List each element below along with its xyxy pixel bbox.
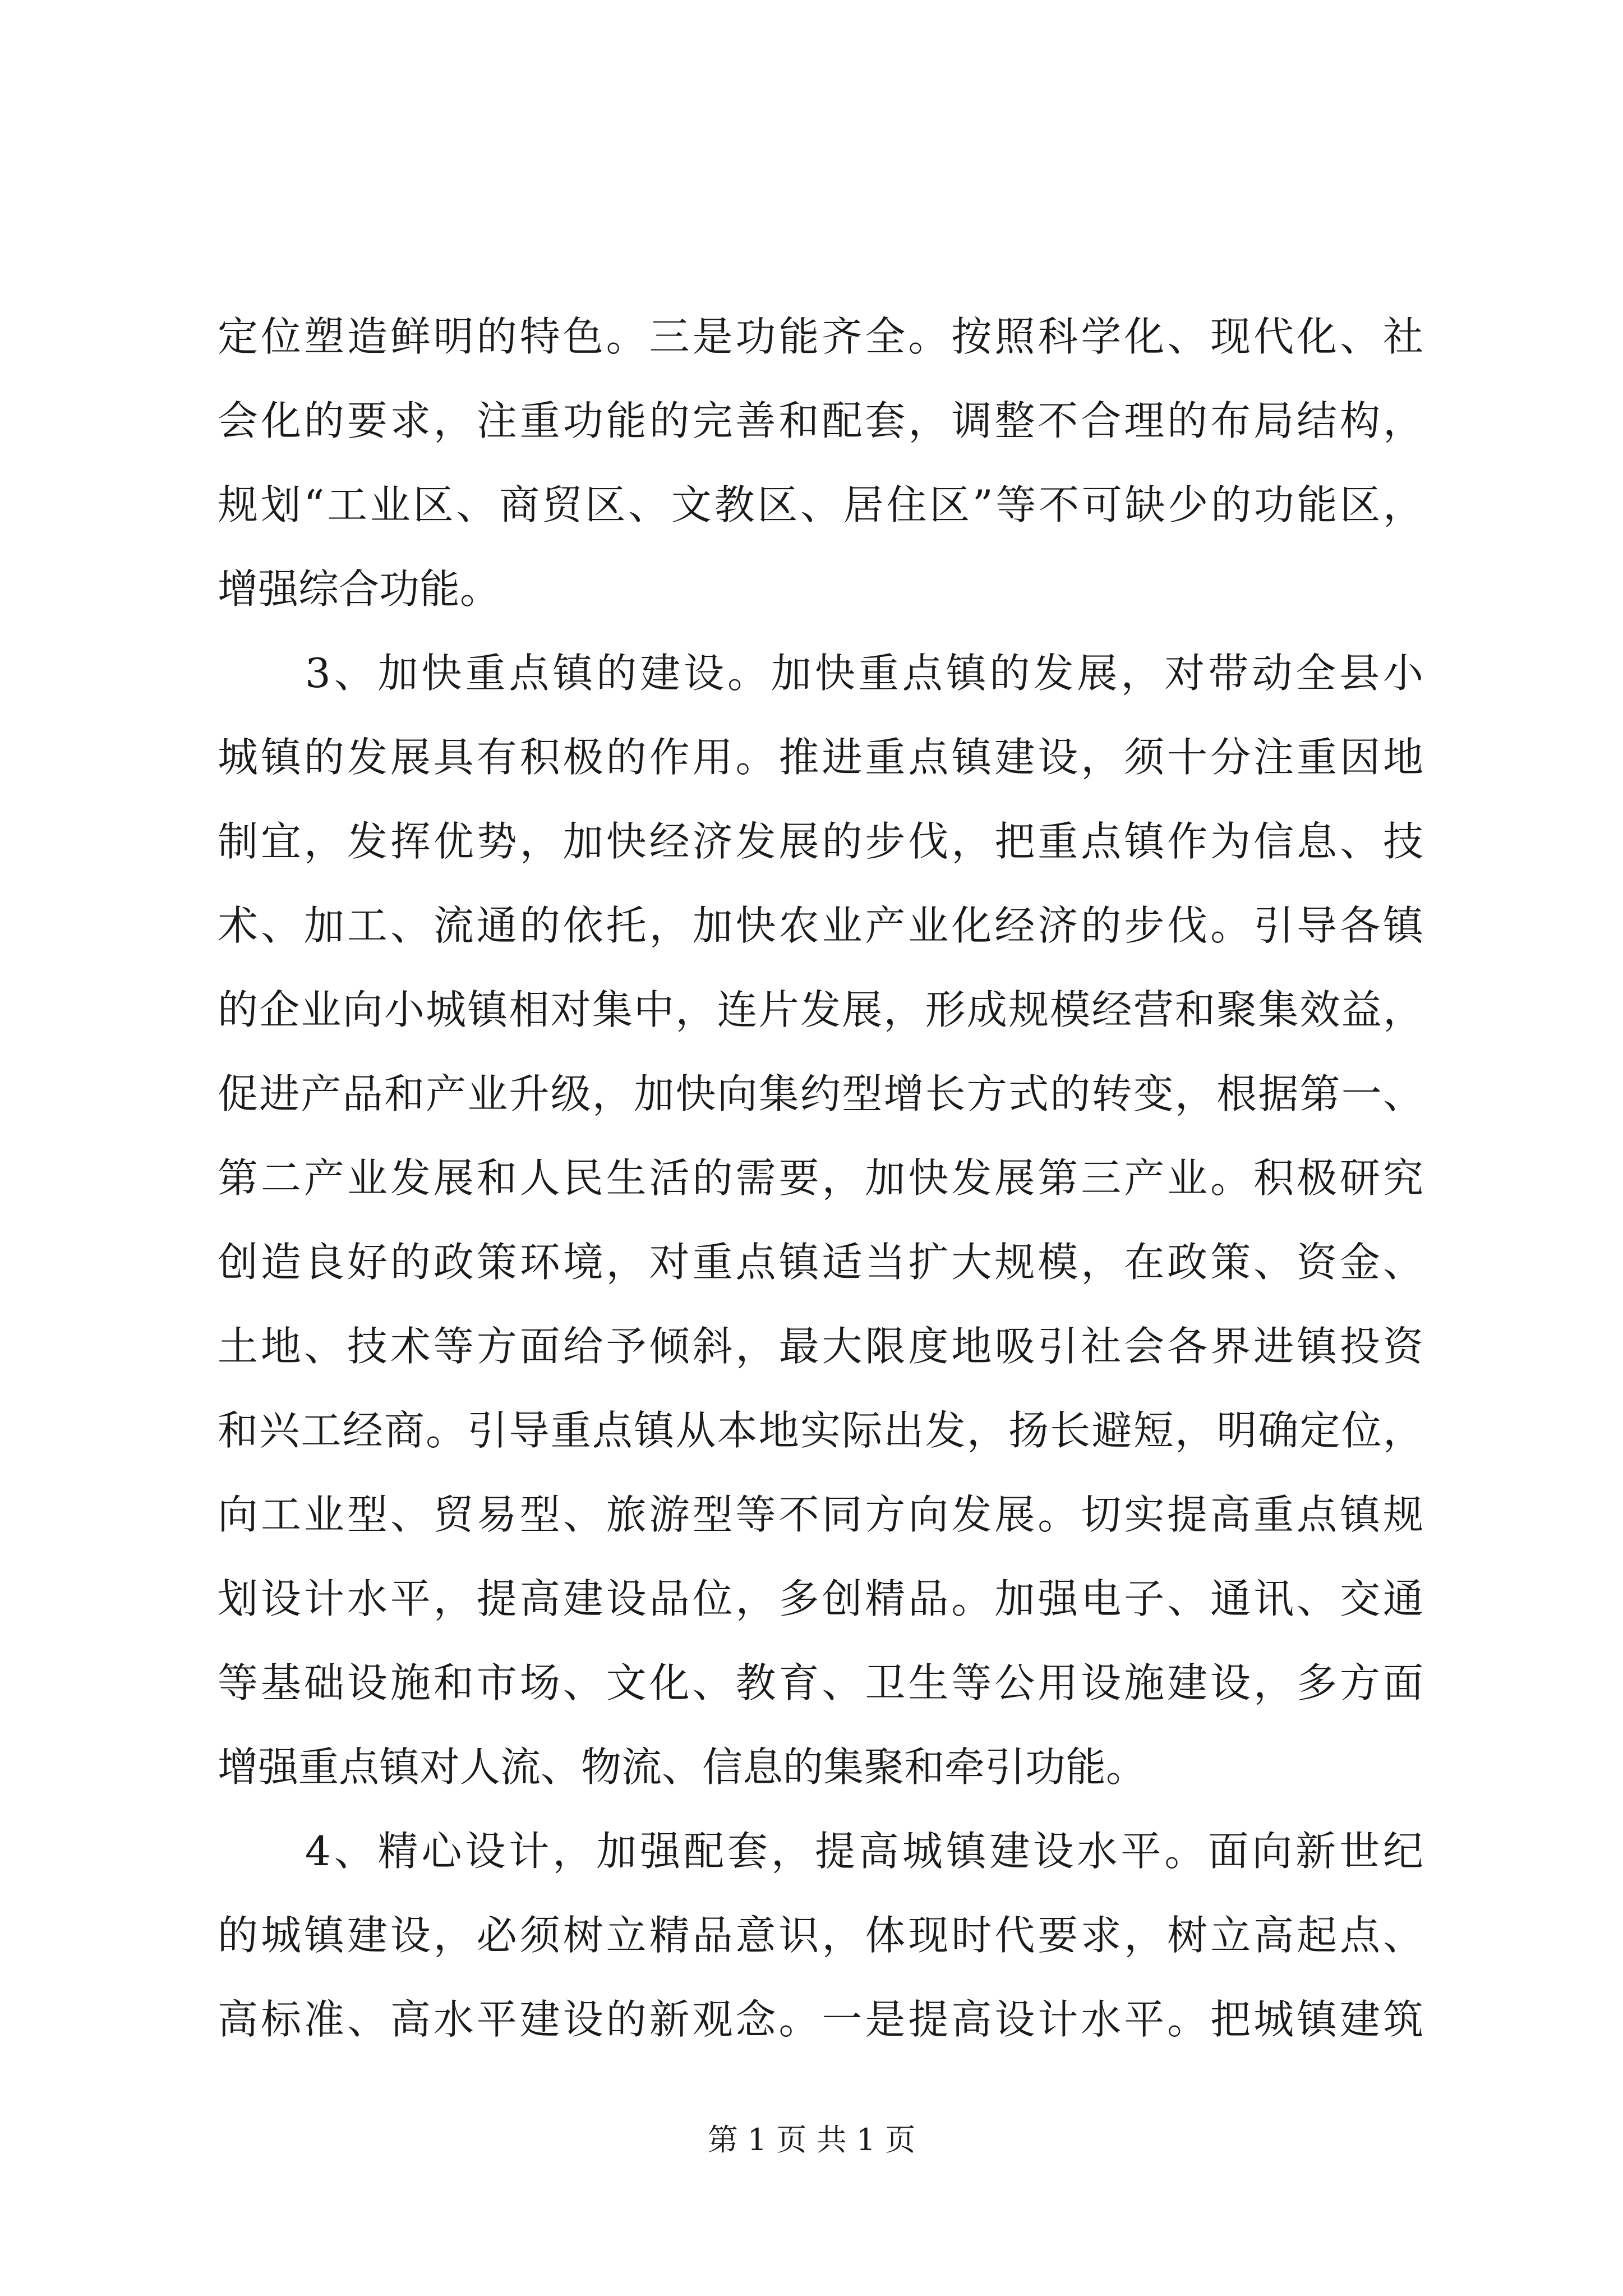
text-line-15: 向工业型、贸易型、旅游型等不同方向发展。切实提高重点镇规 <box>218 1491 1423 1538</box>
text-line-20: 的城镇建设，必须树立精品意识，体现时代要求，树立高起点、 <box>218 1912 1423 1959</box>
text-line-13: 土地、技术等方面给予倾斜，最大限度地吸引社会各界进镇投资 <box>218 1323 1423 1370</box>
text-line-21: 高标准、高水平建设的新观念。一是提高设计水平。把城镇建筑 <box>218 1996 1423 2043</box>
text-line-18: 增强重点镇对人流、物流、信息的集聚和牵引功能。 <box>218 1743 1147 1791</box>
text-line-3: 规划“工业区、商贸区、文教区、居住区”等不可缺少的功能区， <box>218 481 1423 528</box>
text-line-2: 会化的要求，注重功能的完善和配套，调整不合理的布局结构， <box>218 397 1423 444</box>
text-line-1: 定位塑造鲜明的特色。三是功能齐全。按照科学化、现代化、社 <box>218 313 1423 360</box>
text-line-6: 城镇的发展具有积极的作用。推进重点镇建设，须十分注重因地 <box>218 734 1423 781</box>
page-footer: 第 1 页 共 1 页 <box>707 2122 916 2157</box>
text-line-19: 4、精心设计，加强配套，提高城镇建设水平。面向新世纪 <box>218 1828 1423 1875</box>
text-line-8: 术、加工、流通的依托，加快农业产业化经济的步伐。引导各镇 <box>218 902 1423 949</box>
text-line-12: 创造良好的政策环境，对重点镇适当扩大规模，在政策、资金、 <box>218 1239 1423 1286</box>
text-line-7: 制宜，发挥优势，加快经济发展的步伐，把重点镇作为信息、技 <box>218 818 1423 865</box>
text-line-9: 的企业向小城镇相对集中，连片发展，形成规模经营和聚集效益， <box>218 986 1423 1033</box>
text-line-17: 等基础设施和市场、文化、教育、卫生等公用设施建设，多方面 <box>218 1659 1423 1706</box>
text-line-4: 增强综合功能。 <box>218 565 501 613</box>
text-line-5: 3、加快重点镇的建设。加快重点镇的发展，对带动全县小 <box>218 650 1423 697</box>
text-line-11: 第二产业发展和人民生活的需要，加快发展第三产业。积极研究 <box>218 1154 1423 1202</box>
text-line-10: 促进产品和产业升级，加快向集约型增长方式的转变，根据第一、 <box>218 1070 1423 1117</box>
text-line-16: 划设计水平，提高建设品位，多创精品。加强电子、通讯、交通 <box>218 1575 1423 1622</box>
text-line-14: 和兴工经商。引导重点镇从本地实际出发，扬长避短，明确定位， <box>218 1407 1423 1454</box>
